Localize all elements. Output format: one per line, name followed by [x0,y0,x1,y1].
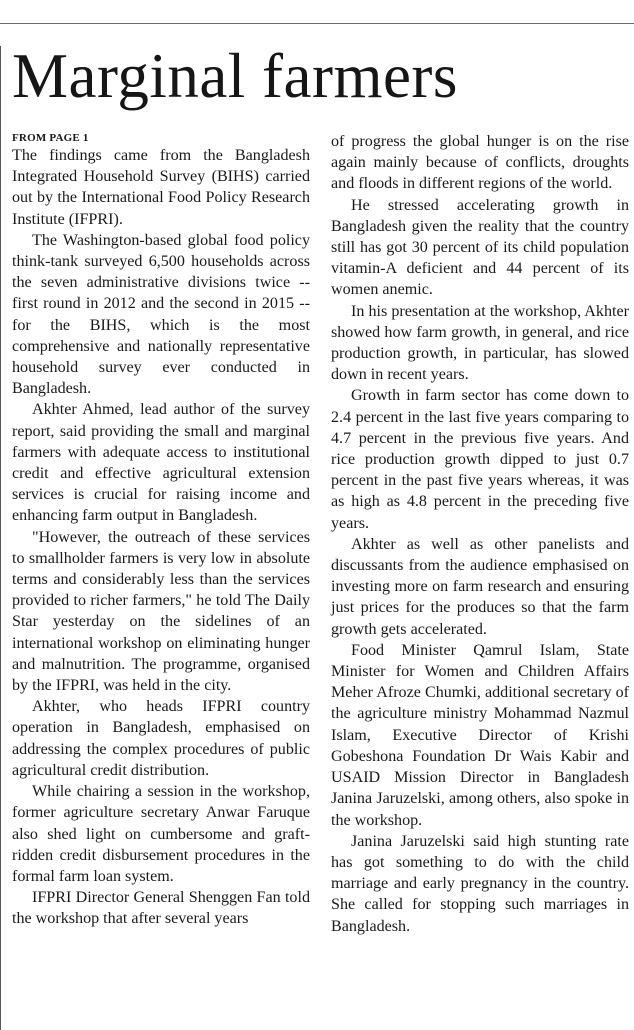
paragraph: The Washington-based global food policy think-tank surveyed 6,500 households across the seven administrative divisions twice -- first round in 2012 and the second in 2015 -- for the BIHS, which is the most comprehensive and nationally representative household survey ever conducted in Bangladesh. [12,231,310,398]
paragraph: Janina Jaruzelski said high stunting rate has got something to do with the child marriage and early pregnancy in the country. She called for stopping such marriages in Bangladesh. [331,832,629,935]
left-column-rule [0,46,1,1030]
paragraph: While chairing a session in the workshop, former agriculture secretary Anwar Faruque also shed light on cumbersome and graft-ridden credit disbursement procedures in the formal farm loan system. [12,783,310,885]
paragraph: He stressed accelerating growth in Bangladesh given the reality that the country still has got 30 percent of its child population vitamin-A deficient and 44 percent of its women anemic. [331,196,629,299]
paragraph: "However, the outreach of these services to smallholder farmers is very low in absolute terms and considerably less than the services provided to richer farmers," he told The Daily Star yesterday on the sidelines of an international workshop on eliminating hunger and malnutrition. The programme, organised by the IFPRI, was held in the city. [12,528,310,695]
right-column [331,131,629,937]
paragraph: Growth in farm sector has come down to 2.4 percent in the last five years comparing to 4.7 percent in the previous five years. And rice production growth dipped to just 0.7 percent in the past five years whereas, it was as high as 4.8 percent in the preceding five years. [331,387,629,532]
paragraph: IFPRI Director General Shenggen Fan told the workshop that after several years [12,889,310,928]
paragraph: Akhter, who heads IFPRI country operation in Bangladesh, emphasised on addressing the complex procedures of public agricultural credit distribution. [12,698,310,779]
paragraph: Akhter as well as other panelists and discussants from the audience emphasised on investing more on farm research and ensuring just prices for the produces so that the farm growth gets accelerated. [331,535,629,638]
top-divider [0,23,634,24]
paragraph: of progress the global hunger is on the rise again mainly because of conflicts, droughts and floods in different regions of the world. [331,133,629,193]
paragraph: In his presentation at the workshop, Akhter showed how farm growth, in general, and rice production growth, in particular, has slowed down in recent years. [331,302,629,384]
paragraph: Food Minister Qamrul Islam, State Minister for Women and Children Affairs Meher Afroze Chumki, additional secretary of the agriculture ministry Mohammad Nazmul Islam, Executive Director of Krishi Gobeshona Foundation Dr Wais Kabir and USAID Mission Director in Bangladesh Janina Jaruzelski, among others, also spoke in the workshop. [331,641,629,829]
top-strip [0,0,634,24]
paragraph: The findings came from the Bangladesh Integrated Household Survey (BIHS) carried out by the International Food Policy Research Institute (IFPRI). [12,147,310,228]
headline: Marginal farmers [12,41,458,111]
kicker: FROM PAGE 1 [12,132,89,144]
paragraph: Akhter Ahmed, lead author of the survey report, said providing the small and marginal farmers with adequate access to institutional credit and effective agricultural extension services is crucial for raising income and enhancing farm output in Bangladesh. [12,401,310,525]
left-column [12,131,310,930]
